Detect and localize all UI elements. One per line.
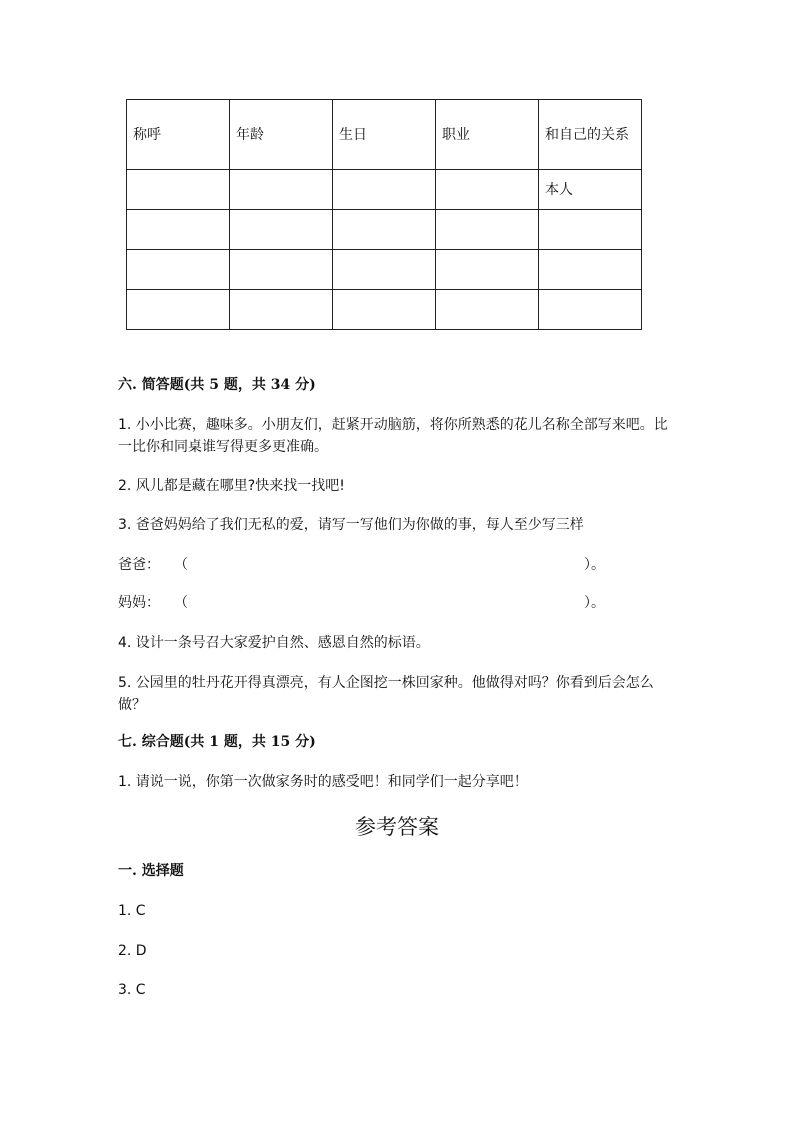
answer-item: 1. C	[118, 903, 146, 919]
section-7-heading: 七. 综合题(共 1 题，共 15 分)	[118, 734, 316, 750]
close-paren: ）。	[584, 557, 605, 573]
table-cell[interactable]	[333, 250, 436, 290]
table-cell[interactable]	[333, 290, 436, 330]
table-header-row	[127, 100, 642, 170]
answer-key-title: 参考答案	[355, 815, 439, 839]
question-6-2: 2. 风儿都是藏在哪里?快来找一找吧!	[118, 478, 345, 494]
table-cell[interactable]	[127, 210, 230, 250]
question-7-1: 1. 请说一说，你第一次做家务时的感受吧！和同学们一起分享吧！	[118, 774, 528, 790]
table-cell[interactable]	[436, 290, 539, 330]
family-info-table	[126, 99, 642, 330]
table-cell[interactable]	[333, 170, 436, 210]
header-cell-birthday: 生日	[333, 100, 436, 170]
table-cell[interactable]	[539, 250, 642, 290]
table-cell[interactable]	[436, 170, 539, 210]
close-paren: ）。	[584, 595, 605, 611]
table-row	[127, 170, 642, 210]
table-cell[interactable]	[127, 290, 230, 330]
table-row	[127, 250, 642, 290]
header-cell-age: 年龄	[230, 100, 333, 170]
table-cell[interactable]	[539, 290, 642, 330]
table-cell[interactable]	[127, 170, 230, 210]
table-cell[interactable]	[230, 170, 333, 210]
open-paren: （	[174, 595, 188, 611]
header-cell-relation: 和自己的关系	[539, 100, 642, 170]
header-cell-title: 称呼	[127, 100, 230, 170]
question-6-5: 5. 公园里的牡丹花开得真漂亮，有人企图挖一株回家种。他做得对吗？你看到后会怎么做？	[118, 675, 654, 713]
table-cell[interactable]	[127, 250, 230, 290]
table-cell[interactable]	[333, 210, 436, 250]
answer-item: 2. D	[118, 943, 147, 959]
section-6-heading: 六. 简答题(共 5 题，共 34 分)	[118, 377, 316, 393]
mom-label: 妈妈：	[118, 595, 160, 611]
table-cell[interactable]	[230, 210, 333, 250]
answer-item: 3. C	[118, 982, 146, 998]
table-row	[127, 290, 642, 330]
question-6-1: 1. 小小比赛，趣味多。小朋友们，赶紧开动脑筋，将你所熟悉的花儿名称全部写来吧。比一比你和同桌谁写得更多更准确。	[118, 417, 668, 455]
table-cell[interactable]	[436, 250, 539, 290]
dad-label: 爸爸：	[118, 557, 160, 573]
answer-section-1-heading: 一. 选择题	[118, 863, 184, 879]
table-cell[interactable]	[230, 290, 333, 330]
question-6-3: 3. 爸爸妈妈给了我们无私的爱，请写一写他们为你做的事，每人至少写三样	[118, 517, 584, 533]
table-cell[interactable]	[539, 210, 642, 250]
table-cell: 本人	[539, 170, 642, 210]
table-cell[interactable]	[230, 250, 333, 290]
question-6-4: 4. 设计一条号召大家爱护自然、感恩自然的标语。	[118, 635, 430, 651]
table-row	[127, 210, 642, 250]
header-cell-occupation: 职业	[436, 100, 539, 170]
table-cell[interactable]	[436, 210, 539, 250]
open-paren: （	[174, 557, 188, 573]
